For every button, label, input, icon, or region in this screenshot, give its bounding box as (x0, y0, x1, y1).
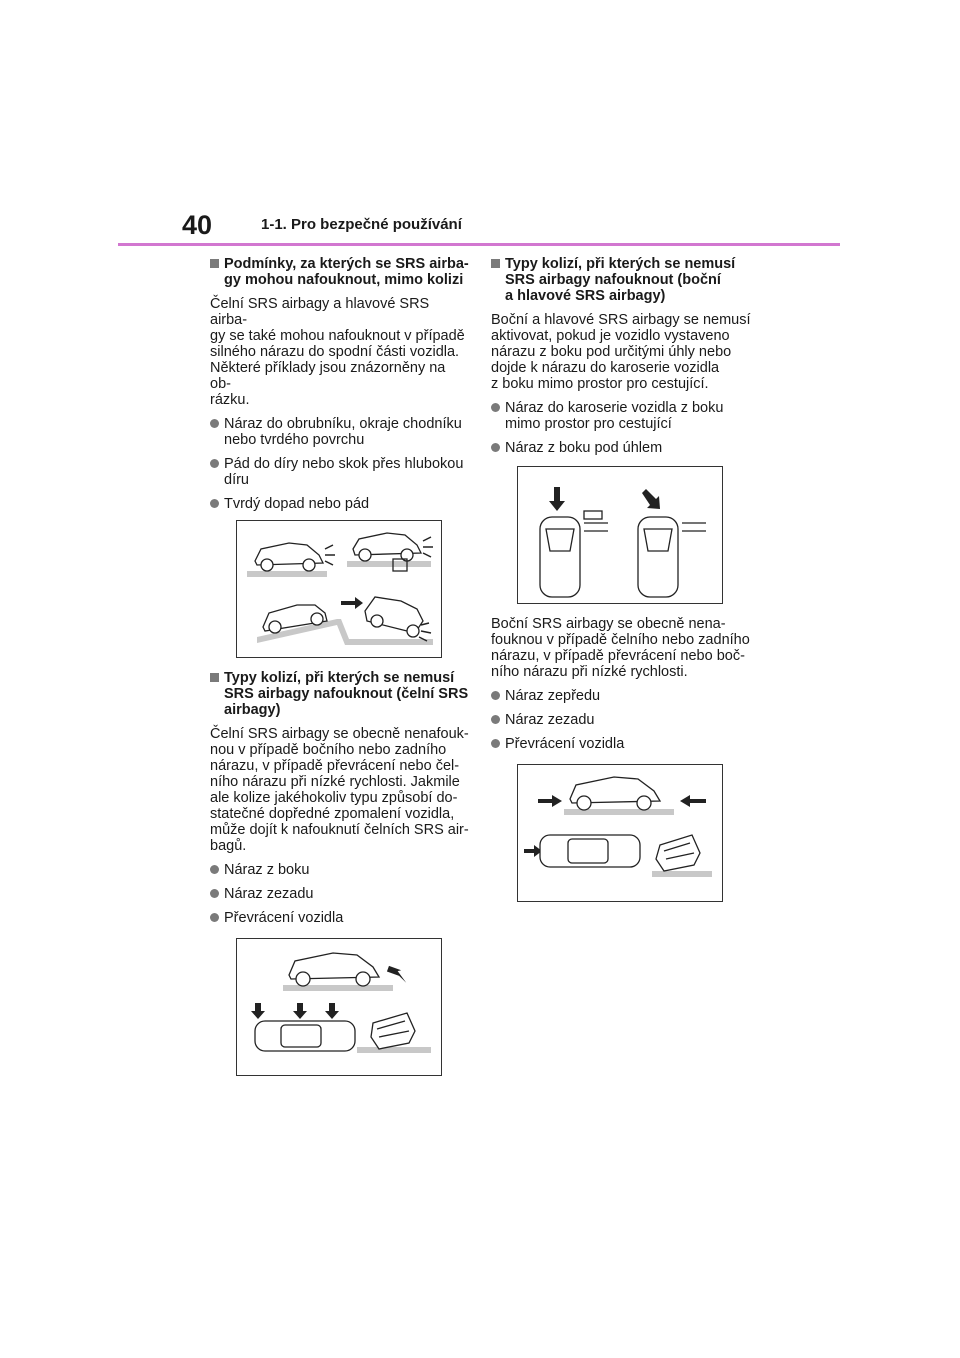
section-heading-2: Typy kolizí, při kterých se nemusí SRS airbagy nafouknout (čelní SRS airbagy) (210, 670, 470, 718)
header-rule (118, 243, 840, 246)
round-bullet-icon (491, 691, 500, 700)
bullet-item: Náraz z boku (210, 862, 470, 878)
round-bullet-icon (491, 715, 500, 724)
figure-undercarriage-impacts (236, 520, 442, 658)
round-bullet-icon (210, 419, 219, 428)
bullet-item: Tvrdý dopad nebo pád (210, 496, 470, 512)
section-heading-3: Typy kolizí, při kterých se nemusí SRS airbagy nafouknout (boční a hlavové SRS airbagy) (491, 256, 751, 304)
round-bullet-icon (210, 913, 219, 922)
bullet-item: Náraz zezadu (491, 712, 751, 728)
round-bullet-icon (491, 403, 500, 412)
bullet-item: Náraz zezadu (210, 886, 470, 902)
page-number: 40 (182, 210, 213, 240)
bullet-item: Náraz do obrubníku, okraje chodníku nebo tvrdého povrchu (210, 416, 470, 448)
front-rear-rollover-illustration (518, 765, 722, 901)
section-paragraph-1: Čelní SRS airbagy a hlavové SRS airba- gy se také mohou nafouknout v případě silného nárazu do spodní části vozidla. Některé příklady jsou znázorněny na ob- rázku. (210, 296, 465, 408)
bullet-item: Převrácení vozidla (491, 736, 751, 752)
section-paragraph-3: Boční a hlavové SRS airbagy se nemusí aktivovat, pokud je vozidlo vystaveno nárazu z boku pod určitými úhly nebo dojde k nárazu do karoserie vozidla z boku mimo prostor pro cestující. (491, 312, 751, 392)
square-bullet-icon (491, 259, 500, 268)
round-bullet-icon (210, 865, 219, 874)
left-column (210, 256, 470, 1088)
figure-side-airbag-exceptions (517, 764, 723, 902)
round-bullet-icon (210, 889, 219, 898)
section-title: 1-1. Pro bezpečné používání (261, 216, 462, 233)
round-bullet-icon (491, 443, 500, 452)
round-bullet-icon (491, 739, 500, 748)
undercarriage-impact-illustration (237, 521, 441, 657)
bullet-item: Pád do díry nebo skok přes hlubokou díru (210, 456, 470, 488)
section-heading-1: Podmínky, za kterých se SRS airba- gy mohou nafouknout, mimo kolizi (210, 256, 470, 288)
round-bullet-icon (210, 459, 219, 468)
bullet-item: Převrácení vozidla (210, 910, 470, 926)
figure-side-angle-impacts (517, 466, 723, 604)
section-paragraph-2: Čelní SRS airbagy se obecně nenafouk- nou v případě bočního nebo zadního nárazu, v případě převrácení nebo čel- ního nárazu při nízké rychlosti. Jakmile ale kolize jakéhokoliv typu způsobí do- statečné dopředné zpomalení vozidla, může dojít k nafouknutí čelních SRS air- bagů. (210, 726, 469, 854)
bullet-item: Náraz zepředu (491, 688, 751, 704)
side-rear-rollover-illustration (237, 939, 441, 1075)
square-bullet-icon (210, 259, 219, 268)
square-bullet-icon (210, 673, 219, 682)
side-angle-impact-illustration (518, 467, 722, 603)
bullet-item: Náraz z boku pod úhlem (491, 440, 751, 456)
bullet-item: Náraz do karoserie vozidla z boku mimo prostor pro cestující (491, 400, 751, 432)
right-column (491, 256, 751, 914)
section-paragraph-4: Boční SRS airbagy se obecně nena- fouknou v případě čelního nebo zadního nárazu, v případě převrácení nebo boč- ního nárazu při nízké rychlosti. (491, 616, 750, 680)
round-bullet-icon (210, 499, 219, 508)
figure-frontal-airbag-exceptions (236, 938, 442, 1076)
